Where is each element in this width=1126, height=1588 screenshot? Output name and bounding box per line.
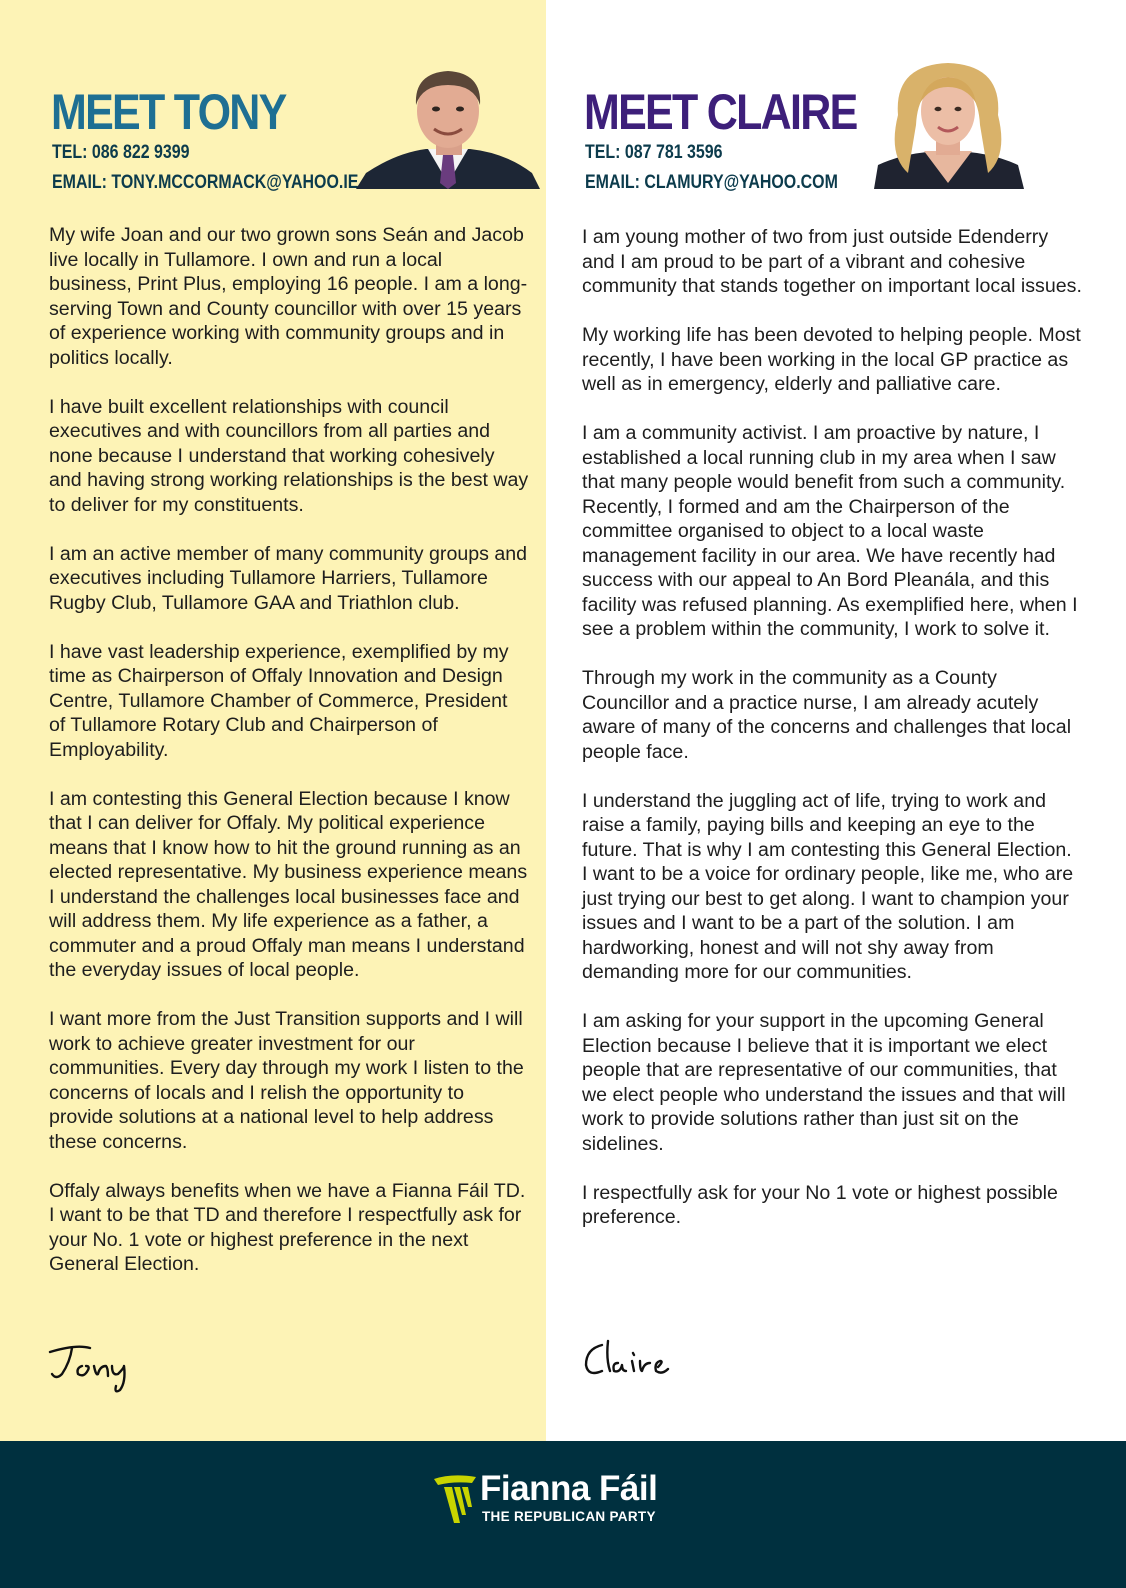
tony-paragraph: I am an active member of many community groups and executives including Tullamore Harriers, Tullamore Rugby Club, Tullamore GAA and Triathlon club. bbox=[49, 542, 528, 614]
claire-paragraph: Through my work in the community as a County Councillor and a practice nurse, I am already acutely aware of many of the concerns and challenges that local people face. bbox=[582, 667, 1072, 763]
claire-heading: MEET CLAIRE bbox=[584, 84, 857, 140]
claire-paragraph: I am a community activist. I am proactive by nature, I established a local running club in my area when I saw that many people would benefit from such a community. Recently, I formed and am the Chairperson of the committee organised to object to a local waste management facility in our area. We have recently had success with our appeal to An Bord Pleanála, and this facility was refused planning. As exemplified here, when I see a problem within the community, I work to solve it. bbox=[582, 422, 1078, 640]
tony-email: EMAIL: TONY.MCCORMACK@YAHOO.IE bbox=[52, 172, 359, 193]
claire-paragraph: I respectfully ask for your No 1 vote or highest possible preference. bbox=[582, 1181, 1058, 1228]
tony-paragraph: I want more from the Just Transition supports and I will work to achieve greater investment for our communities. Every day through my work I listen to the concerns of locals and I relish the opportunity to provide solutions at a national level to help address these concerns. bbox=[49, 1008, 524, 1153]
claire-paragraph: I am young mother of two from just outside Edenderry and I am proud to be part of a vibrant and cohesive community that stands together on important local issues. bbox=[582, 226, 1082, 297]
claire-email: EMAIL: CLAMURY@YAHOO.COM bbox=[585, 172, 838, 193]
claire-column bbox=[546, 0, 1126, 1441]
claire-biography bbox=[582, 225, 1082, 1254]
tony-paragraph: I have built excellent relationships with council executives and with councillors from all parties and none because I understand that working cohesively and having strong working relationships is the best way to deliver for my constituents. bbox=[49, 395, 529, 516]
tony-biography bbox=[49, 223, 529, 1301]
claire-paragraph: My working life has been devoted to helping people. Most recently, I have been working in the local GP practice as well as in emergency, elderly and palliative care. bbox=[582, 324, 1081, 395]
claire-contact bbox=[585, 138, 838, 198]
claire-paragraph: I understand the juggling act of life, trying to work and raise a family, paying bills and keeping an eye to the future. That is why I am contesting this General Election. I want to be a voice for ordinary people, like me, who are just trying our best to get along. I want to champion your issues and I want to be a part of the solution. I am hardworking, honest and will not shy away from demanding more for our communities. bbox=[582, 789, 1074, 983]
party-name: Fianna Fáil bbox=[480, 1469, 658, 1508]
claire-paragraph: I am asking for your support in the upcoming General Election because I believe that it is important we elect people that are representative of our communities, that we elect people who understand the issues and that will work to provide solutions rather than just sit on the sidelines. bbox=[582, 1010, 1066, 1155]
tony-heading: MEET TONY bbox=[51, 84, 286, 140]
tony-paragraph: I am contesting this General Election because I know that I can deliver for Offaly. My political experience means that I know how to hit the ground running as an elected representative. My business experience means I understand the challenges local businesses face and will address them. My life experience as a father, a commuter and a proud Offaly man means I understand the everyday issues of local people. bbox=[49, 787, 528, 981]
footer bbox=[0, 1441, 1126, 1588]
tony-contact bbox=[52, 138, 358, 198]
tony-portrait-photo bbox=[356, 55, 540, 189]
harp-icon bbox=[432, 1471, 478, 1527]
tony-paragraph: Offaly always benefits when we have a Fianna Fáil TD. I want to be that TD and therefore I respectfully ask for your No. 1 vote or highest preference in the next General Election. bbox=[49, 1179, 526, 1275]
tony-column bbox=[0, 0, 546, 1441]
claire-tel: TEL: 087 781 3596 bbox=[585, 142, 723, 163]
tony-tel: TEL: 086 822 9399 bbox=[52, 142, 190, 163]
claire-signature bbox=[580, 1335, 690, 1385]
tony-paragraph: I have vast leadership experience, exemplified by my time as Chairperson of Offaly Innovation and Design Centre, Tullamore Chamber of Commerce, President of Tullamore Rotary Club and Chairperson of Employability. bbox=[49, 640, 509, 761]
tony-paragraph: My wife Joan and our two grown sons Seán and Jacob live locally in Tullamore. I own and run a local business, Print Plus, employing 16 people. I am a long-serving Town and County councillor with over 15 years of experience working with community groups and in politics locally. bbox=[49, 224, 528, 369]
claire-portrait-photo bbox=[868, 55, 1028, 189]
party-tagline: THE REPUBLICAN PARTY bbox=[482, 1509, 656, 1524]
party-logo bbox=[432, 1465, 692, 1535]
tony-signature bbox=[46, 1338, 146, 1394]
